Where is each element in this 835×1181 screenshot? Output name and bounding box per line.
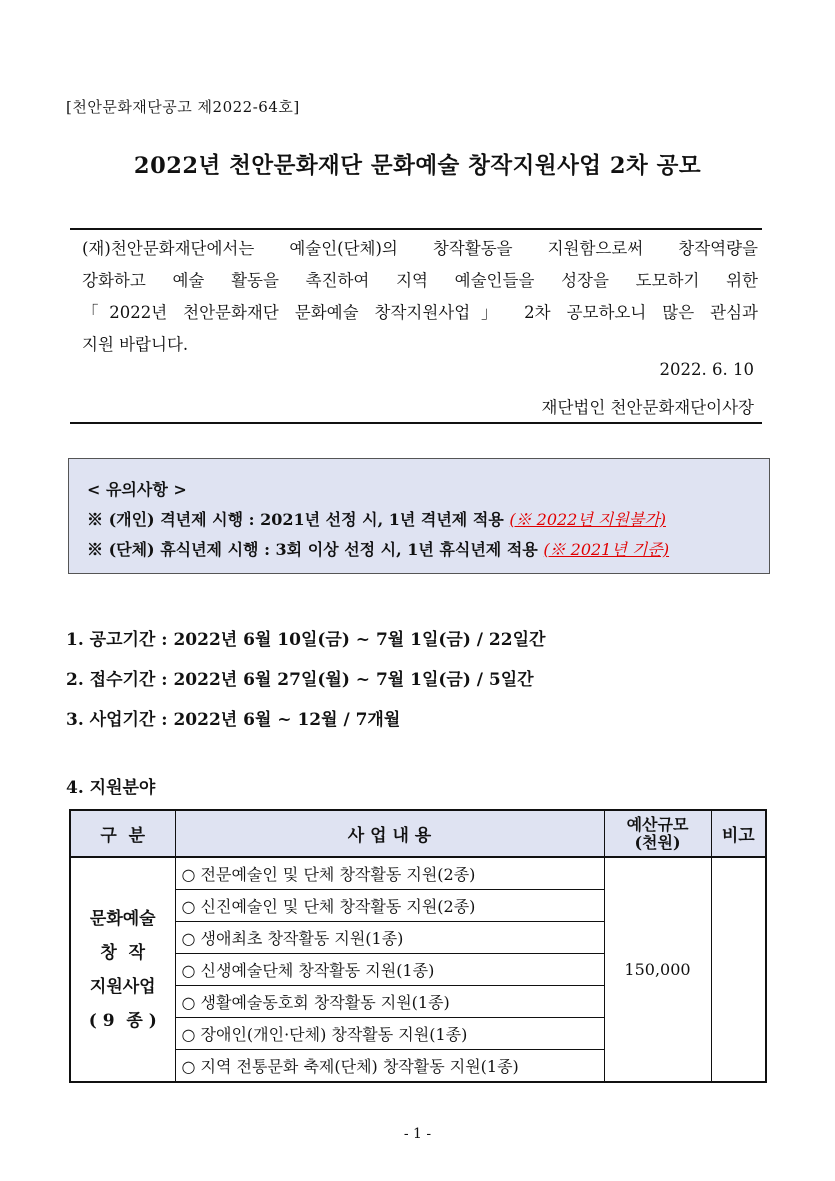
program-item: ○ 신생예술단체 창작활동 지원(1종) [175,954,604,986]
caution-heading: < 유의사항 > [87,480,187,499]
support-fields-heading: 4. 지원분야 [66,778,156,798]
program-item: ○ 전문예술인 및 단체 창작활동 지원(2종) [175,857,604,890]
caution-box [68,458,770,574]
category-line: 지원사업 [89,976,156,997]
caution-item-note: (※ 2021년 기준) [543,540,670,559]
program-item: ○ 생활예술동호회 창작활동 지원(1종) [175,986,604,1018]
budget-cell: 150,000 [604,857,711,1082]
category-cell [70,857,175,1082]
table-row [70,857,766,890]
page-number: - 1 - [403,1126,432,1142]
category-line: 창 작 [100,942,146,963]
caution-item-text: ※ (단체) 휴식년제 시행 : 3회 이상 선정 시, 1년 휴식년제 적용 [87,540,544,559]
issuer-signature: 재단법인 천안문화재단이사장 [541,398,754,417]
intro-paragraph [82,233,758,361]
intro-line: 강화하고 예술 활동을 촉진하여 지역 예술인들을 성장을 도모하기 위한 [82,271,758,290]
caution-item-text: ※ (개인) 격년제 시행 : 2021년 선정 시, 1년 격년제 적용 [87,510,510,529]
caution-item-note: (※ 2022년 지원불가) [509,510,666,529]
program-item: ○ 생애최초 창작활동 지원(1종) [175,922,604,954]
column-header-category: 구 분 [70,810,175,857]
program-item: ○ 신진예술인 및 단체 창작활동 지원(2종) [175,890,604,922]
announcement-date: 2022. 6. 10 [659,360,754,379]
intro-line: (재)천안문화재단에서는 예술인(단체)의 창작활동을 지원함으로써 창작역량을 [82,239,758,258]
intro-line: 「2022년 천안문화재단 문화예술 창작지원사업」 2차 공모하오니 많은 관심과 [82,303,758,322]
caution-item [87,537,669,560]
category-line: ( 9 종 ) [88,1010,157,1031]
support-fields-table [69,809,767,1083]
announcement-period: 1. 공고기간 : 2022년 6월 10일(금) ~ 7월 1일(금) / 22일간 [66,630,546,650]
column-header-budget [604,810,711,857]
column-header-remark: 비고 [711,810,766,857]
budget-header-unit: (천원) [634,832,681,852]
page-title: 2022년 천안문화재단 문화예술 창작지원사업 2차 공모 [133,153,702,179]
notice-number: [천안문화재단공고 제2022-64호] [66,98,300,116]
intro-line: 지원 바랍니다. [82,335,189,354]
intro-box [70,228,762,424]
program-item: ○ 지역 전통문화 축제(단체) 창작활동 지원(1종) [175,1050,604,1083]
category-line: 문화예술 [89,908,156,929]
program-item: ○ 장애인(개인·단체) 창작활동 지원(1종) [175,1018,604,1050]
project-period: 3. 사업기간 : 2022년 6월 ~ 12월 / 7개월 [66,710,401,730]
remark-cell [711,857,766,1082]
table-header-row [70,810,766,857]
budget-header-line: 예산규모 [626,814,689,834]
caution-item [87,507,666,530]
column-header-content: 사 업 내 용 [175,810,604,857]
application-period: 2. 접수기간 : 2022년 6월 27일(월) ~ 7월 1일(금) / 5일간 [66,670,534,690]
